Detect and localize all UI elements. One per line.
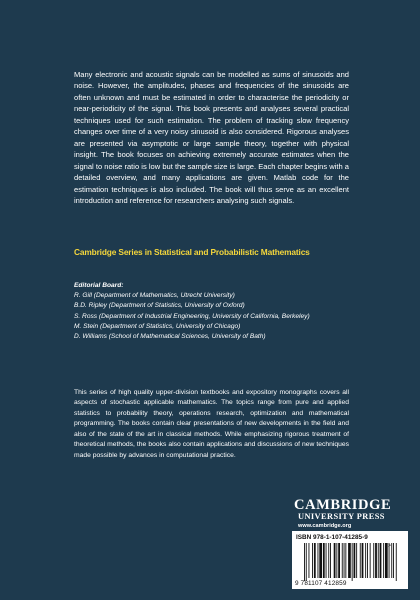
barcode-bar: [367, 543, 368, 578]
barcode-bar: [328, 543, 329, 578]
editorial-board-heading: Editorial Board:: [74, 282, 124, 289]
barcode-bar: [319, 543, 322, 578]
barcode-bar: [306, 543, 307, 581]
barcode-bar: [378, 543, 379, 578]
publisher-subtitle: UNIVERSITY PRESS: [298, 512, 385, 521]
barcode-panel: [292, 531, 408, 589]
editorial-board-list: [74, 291, 374, 342]
book-blurb: Many electronic and acoustic signals can be modelled as sums of sinusoids and noise. However, the amplitudes, phases and frequencies of the sinusoids are often unknown and must be estimated in order to characterise the periodicity or near-periodicity of the signal. This book presents and analyses several practical techniques used for such estimation. The problem of tracking slow frequency changes over time of a very noisy sinusoid is also considered. Rigorous analyses are presented via asymptotic or large sample theory, together with physical insight. The book focuses on achieving extremely accurate estimates when the signal to noise ratio is low but the sample size is large. Each chapter begins with a detailed overview, and many applications are given. Matlab code for the estimation techniques is also included. The book will thus serve as an excellent introduction and reference for researchers analysing such signals.: [74, 70, 349, 205]
editor-item: M. Stein (Department of Statistics, University of Chicago): [74, 322, 241, 330]
barcode-bar: [334, 543, 336, 578]
barcode-bar: [365, 543, 366, 578]
barcode-addon: >: [388, 543, 391, 549]
barcode-bar: [370, 543, 371, 578]
barcode-bar: [380, 543, 382, 578]
barcode-bar: [326, 543, 327, 578]
barcode-bar: [345, 543, 346, 578]
barcode-bar: [393, 543, 394, 578]
barcode-bar: [323, 543, 325, 578]
editor-item: B.D. Ripley (Department of Statistics, University of Oxford): [74, 302, 245, 310]
barcode-bar: [383, 543, 384, 578]
barcode-bar: [356, 543, 357, 578]
series-description: This series of high quality upper-division textbooks and expository monographs covers all aspects of stochastic applicable mathematics. The topics range from pure and applied statistics to probability theory, operations research, optimization and mathematical programming. The books contain clear presentations of new developments in the field and also of the state of the art in classical methods. While emphasizing rigorous treatment of theoretical methods, the books also contain applications and discussions of new techniques made possible by advances in computational practice.: [74, 389, 349, 459]
editor-item: D. Williams (School of Mathematical Sciences, University of Bath): [74, 333, 266, 341]
barcode-bar: [312, 543, 313, 578]
barcode-bar: [330, 543, 331, 578]
barcode-bar: [344, 543, 345, 578]
barcode-bar: [354, 543, 356, 578]
barcode-bar: [309, 543, 310, 578]
isbn-label: ISBN 978-1-107-41285-9: [296, 534, 368, 541]
barcode-bar: [360, 543, 361, 578]
barcode-bar: [373, 543, 374, 578]
barcode-bar: [348, 543, 351, 578]
barcode-bar: [352, 543, 353, 581]
editorial-board: [74, 281, 374, 342]
publisher-name: CAMBRIDGE: [294, 497, 392, 513]
editor-item: S. Ross (Department of Industrial Engineering, University of California, Berkeley): [74, 312, 310, 320]
barcode-bar: [391, 543, 392, 578]
barcode-bar: [342, 543, 343, 578]
publisher-logo: [294, 498, 412, 530]
publisher-url: www.cambridge.org: [298, 523, 352, 529]
barcode-bar: [362, 543, 364, 578]
barcode-bar: [336, 543, 337, 578]
barcode-bar: [396, 543, 397, 581]
barcode-bar: [338, 543, 340, 578]
barcode-bar: [318, 543, 319, 578]
barcode-bar: [314, 543, 316, 578]
barcode-digits: 9 781107 412859: [295, 580, 347, 587]
barcode-bar: [375, 543, 377, 578]
barcode-bar: [304, 543, 305, 581]
series-title: Cambridge Series in Statistical and Probabilistic Mathematics: [74, 247, 310, 257]
editor-item: R. Gill (Department of Mathematics, Utrecht University): [74, 292, 235, 300]
